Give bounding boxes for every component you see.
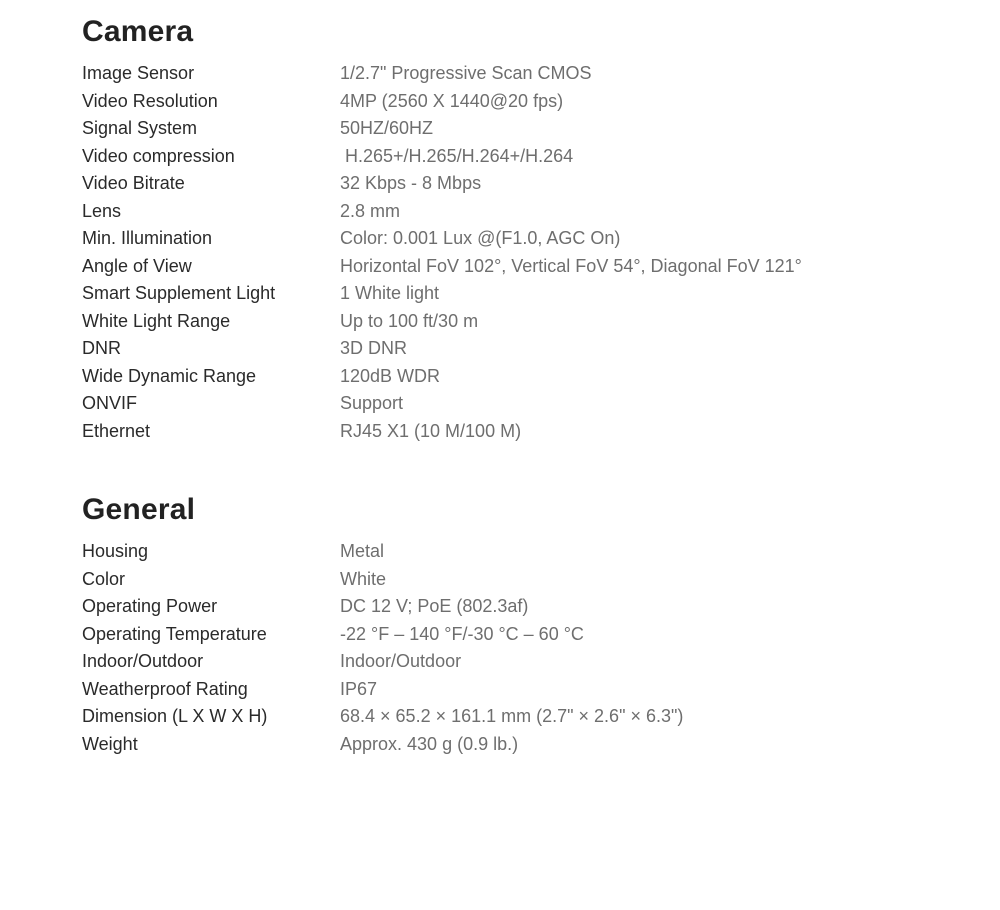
spec-row-dnr xyxy=(82,335,942,363)
spec-row-video-bitrate xyxy=(82,170,942,198)
spec-label: Angle of View xyxy=(82,255,192,276)
spec-value: Metal xyxy=(340,541,385,561)
camera-specs-section xyxy=(82,14,942,445)
camera-section-title: Camera xyxy=(82,15,194,48)
spec-label: Indoor/Outdoor xyxy=(82,651,204,671)
spec-row-lens xyxy=(82,198,942,226)
spec-row-angle-of-view xyxy=(82,253,942,281)
spec-row-weight xyxy=(82,731,942,759)
spec-label: Video compression xyxy=(82,145,235,166)
spec-value: Horizontal FoV 102°, Vertical FoV 54°, Diagonal FoV 121° xyxy=(340,255,802,276)
spec-row-onvif xyxy=(82,390,942,418)
spec-label: Min. Illumination xyxy=(82,228,213,248)
spec-label: Color xyxy=(82,568,126,589)
spec-value: -22 °F – 140 °F/-30 °C – 60 °C xyxy=(340,623,584,644)
spec-value: 68.4 × 65.2 × 161.1 mm (2.7" × 2.6" × 6.3") xyxy=(340,706,684,726)
spec-row-min-illumination xyxy=(82,225,942,253)
spec-label: Signal System xyxy=(82,118,198,138)
spec-label: Operating Temperature xyxy=(82,623,267,644)
spec-row-color xyxy=(82,566,942,594)
spec-value: Approx. 430 g (0.9 lb.) xyxy=(340,733,519,754)
spec-value: 50HZ/60HZ xyxy=(340,118,434,138)
spec-value: IP67 xyxy=(340,678,378,699)
spec-row-white-light-range xyxy=(82,308,942,336)
camera-spec-table xyxy=(82,60,942,445)
spec-value: Support xyxy=(340,393,404,413)
general-spec-table xyxy=(82,538,942,758)
spec-row-indoor-outdoor xyxy=(82,648,942,676)
spec-label: Housing xyxy=(82,541,149,561)
spec-label: White Light Range xyxy=(82,310,231,331)
spec-label: Image Sensor xyxy=(82,63,195,83)
spec-value: 120dB WDR xyxy=(340,365,441,386)
spec-label: Wide Dynamic Range xyxy=(82,365,257,386)
spec-label: Weight xyxy=(82,733,138,754)
spec-row-weatherproof-rating xyxy=(82,676,942,704)
spec-row-operating-power xyxy=(82,593,942,621)
spec-label: Lens xyxy=(82,200,122,221)
spec-value: White xyxy=(340,568,387,589)
spec-label: Dimension (L X W X H) xyxy=(82,706,268,726)
general-section-title: General xyxy=(82,493,196,526)
spec-label: DNR xyxy=(82,338,121,358)
spec-value: DC 12 V; PoE (802.3af) xyxy=(340,596,529,616)
spec-label: Operating Power xyxy=(82,596,218,616)
spec-row-operating-temperature xyxy=(82,621,942,649)
spec-label: ONVIF xyxy=(82,393,138,413)
spec-value: 1 White light xyxy=(340,283,440,303)
spec-value: 3D DNR xyxy=(340,338,408,358)
spec-label: Video Resolution xyxy=(82,90,218,111)
spec-label: Smart Supplement Light xyxy=(82,283,276,303)
spec-row-smart-supplement-light xyxy=(82,280,942,308)
spec-row-wide-dynamic-range xyxy=(82,363,942,391)
spec-row-signal-system xyxy=(82,115,942,143)
spec-label: Weatherproof Rating xyxy=(82,678,248,699)
general-specs-section xyxy=(82,492,942,758)
spec-row-video-compression xyxy=(82,143,942,171)
spec-value: 2.8 mm xyxy=(340,200,401,221)
spec-label: Video Bitrate xyxy=(82,173,185,193)
spec-value: 1/2.7" Progressive Scan CMOS xyxy=(340,63,592,83)
spec-value: Indoor/Outdoor xyxy=(340,651,462,671)
spec-label: Ethernet xyxy=(82,420,151,441)
spec-value: RJ45 X1 (10 M/100 M) xyxy=(340,420,522,441)
spec-row-housing xyxy=(82,538,942,566)
spec-row-image-sensor xyxy=(82,60,942,88)
spec-row-video-resolution xyxy=(82,88,942,116)
spec-value: Up to 100 ft/30 m xyxy=(340,310,479,331)
spec-value: 32 Kbps - 8 Mbps xyxy=(340,173,482,193)
spec-row-dimension xyxy=(82,703,942,731)
spec-row-ethernet xyxy=(82,418,942,446)
spec-value: 4MP (2560 X 1440@20 fps) xyxy=(340,90,564,111)
spec-value: Color: 0.001 Lux @(F1.0, AGC On) xyxy=(340,228,621,248)
spec-value: H.265+/H.265/H.264+/H.264 xyxy=(340,145,574,166)
